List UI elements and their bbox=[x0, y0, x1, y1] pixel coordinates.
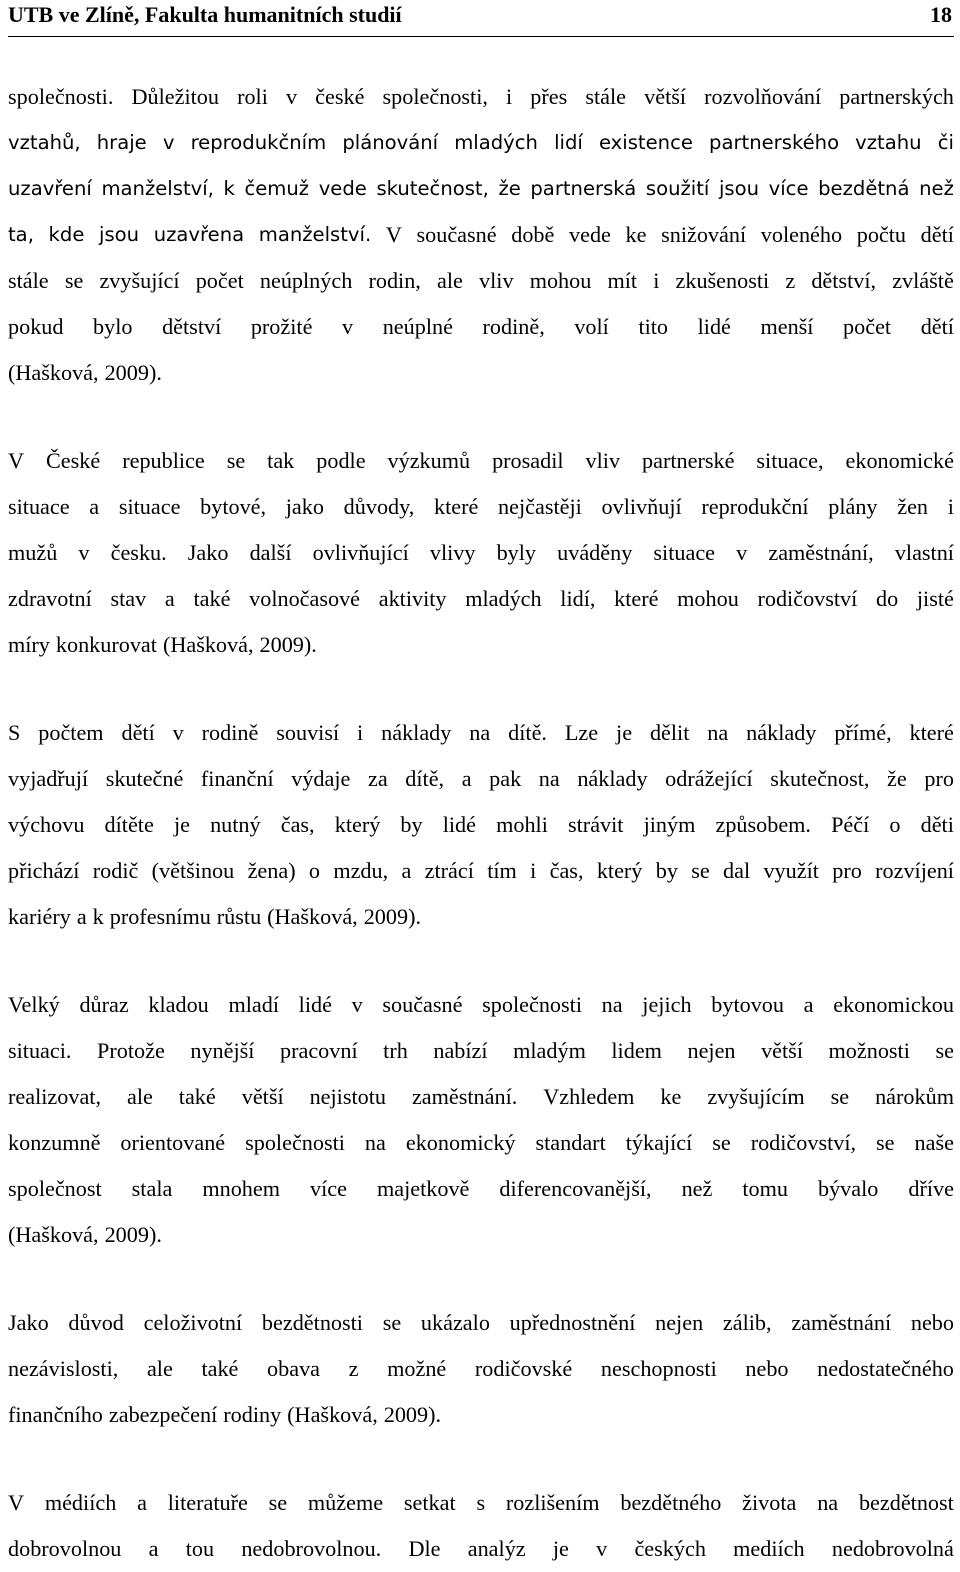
text-line: dobrovolnou a tou nedobrovolnou. Dle analýz je v českých mediích nedobrovolná bbox=[8, 1536, 954, 1561]
text-line: míry konkurovat (Hašková, 2009). bbox=[8, 632, 317, 657]
text-line: vztahů, hraje v reprodukčním plánování mladých lidí existence partnerského vztahu či bbox=[8, 131, 954, 154]
text-line: mužů v česku. Jako další ovlivňující vlivy byly uváděny situace v zaměstnání, vlastní bbox=[8, 540, 954, 565]
text-line: kariéry a k profesnímu růstu (Hašková, 2009). bbox=[8, 904, 422, 929]
text-line: společnost stala mnohem více majetkově diferencovanější, než tomu bývalo dříve bbox=[8, 1176, 954, 1201]
header-title: UTB ve Zlíně, Fakulta humanitních studií bbox=[8, 2, 402, 27]
text-line: realizovat, ale také větší nejistotu zaměstnání. Vzhledem ke zvyšujícím se nárokům bbox=[8, 1084, 954, 1109]
paragraph-gap bbox=[8, 668, 954, 710]
text-line: společnosti. Důležitou roli v české společnosti, i přes stále větší rozvolňování partnerských bbox=[8, 84, 954, 109]
text-line: uzavření manželství, k čemuž vede skutečnost, že partnerská soužití jsou více bezdětná než bbox=[8, 177, 954, 200]
paragraph-gap bbox=[8, 1258, 954, 1300]
text-line: výchovu dítěte je nutný čas, který by lidé mohli strávit jiným způsobem. Péčí o děti bbox=[8, 812, 954, 837]
text-line: vyjadřují skutečné finanční výdaje za dítě, a pak na náklady odrážející skutečnost, že pro bbox=[8, 766, 954, 791]
text-line: (Hašková, 2009). bbox=[8, 1222, 162, 1247]
text-line: S počtem dětí v rodině souvisí i náklady na dítě. Lze je dělit na náklady přímé, které bbox=[8, 720, 954, 745]
text-line: zdravotní stav a také volnočasové aktivity mladých lidí, které mohou rodičovství do jisté bbox=[8, 586, 954, 611]
text-line: V České republice se tak podle výzkumů prosadil vliv partnerské situace, ekonomické bbox=[8, 448, 954, 473]
paragraph bbox=[8, 438, 954, 668]
text-line: situace a situace bytové, jako důvody, které nejčastěji ovlivňují reprodukční plány žen i bbox=[8, 494, 954, 519]
document-body bbox=[8, 74, 954, 1572]
paragraph-gap bbox=[8, 396, 954, 438]
text-line: V médiích a literatuře se můžeme setkat s rozlišením bezdětného života na bezdětnost bbox=[8, 1490, 954, 1515]
text-line: finančního zabezpečení rodiny (Hašková, 2009). bbox=[8, 1402, 442, 1427]
paragraph bbox=[8, 1300, 954, 1438]
text-line: konzumně orientované společnosti na ekonomický standart týkající se rodičovství, se naše bbox=[8, 1130, 954, 1155]
text-line: pokud bylo dětství prožité v neúplné rodině, volí tito lidé menší počet dětí bbox=[8, 314, 954, 339]
text-line: Velký důraz kladou mladí lidé v současné společnosti na jejich bytovou a ekonomickou bbox=[8, 992, 954, 1017]
text-line: nezávislosti, ale také obava z možné rodičovské neschopnosti nebo nedostatečného bbox=[8, 1356, 954, 1381]
paragraph bbox=[8, 74, 954, 396]
text-line: Jako důvod celoživotní bezdětnosti se ukázalo upřednostnění nejen zálib, zaměstnání nebo bbox=[8, 1310, 954, 1335]
text-line: ta, kde jsou uzavřena manželství. V současné době vede ke snižování voleného počtu dětí bbox=[8, 222, 954, 247]
paragraph bbox=[8, 1480, 954, 1572]
page-header bbox=[8, 0, 954, 37]
page-number: 18 bbox=[930, 2, 952, 27]
paragraph bbox=[8, 710, 954, 940]
paragraph bbox=[8, 982, 954, 1258]
text-line: (Hašková, 2009). bbox=[8, 360, 162, 385]
paragraph-gap bbox=[8, 940, 954, 982]
text-line: situaci. Protože nynější pracovní trh nabízí mladým lidem nejen větší možnosti se bbox=[8, 1038, 954, 1063]
paragraph-gap bbox=[8, 1438, 954, 1480]
text-line: přichází rodič (většinou žena) o mzdu, a ztrácí tím i čas, který by se dal využít pro rozvíjení bbox=[8, 858, 954, 883]
text-line: stále se zvyšující počet neúplných rodin, ale vliv mohou mít i zkušenosti z dětství, zvláště bbox=[8, 268, 954, 293]
